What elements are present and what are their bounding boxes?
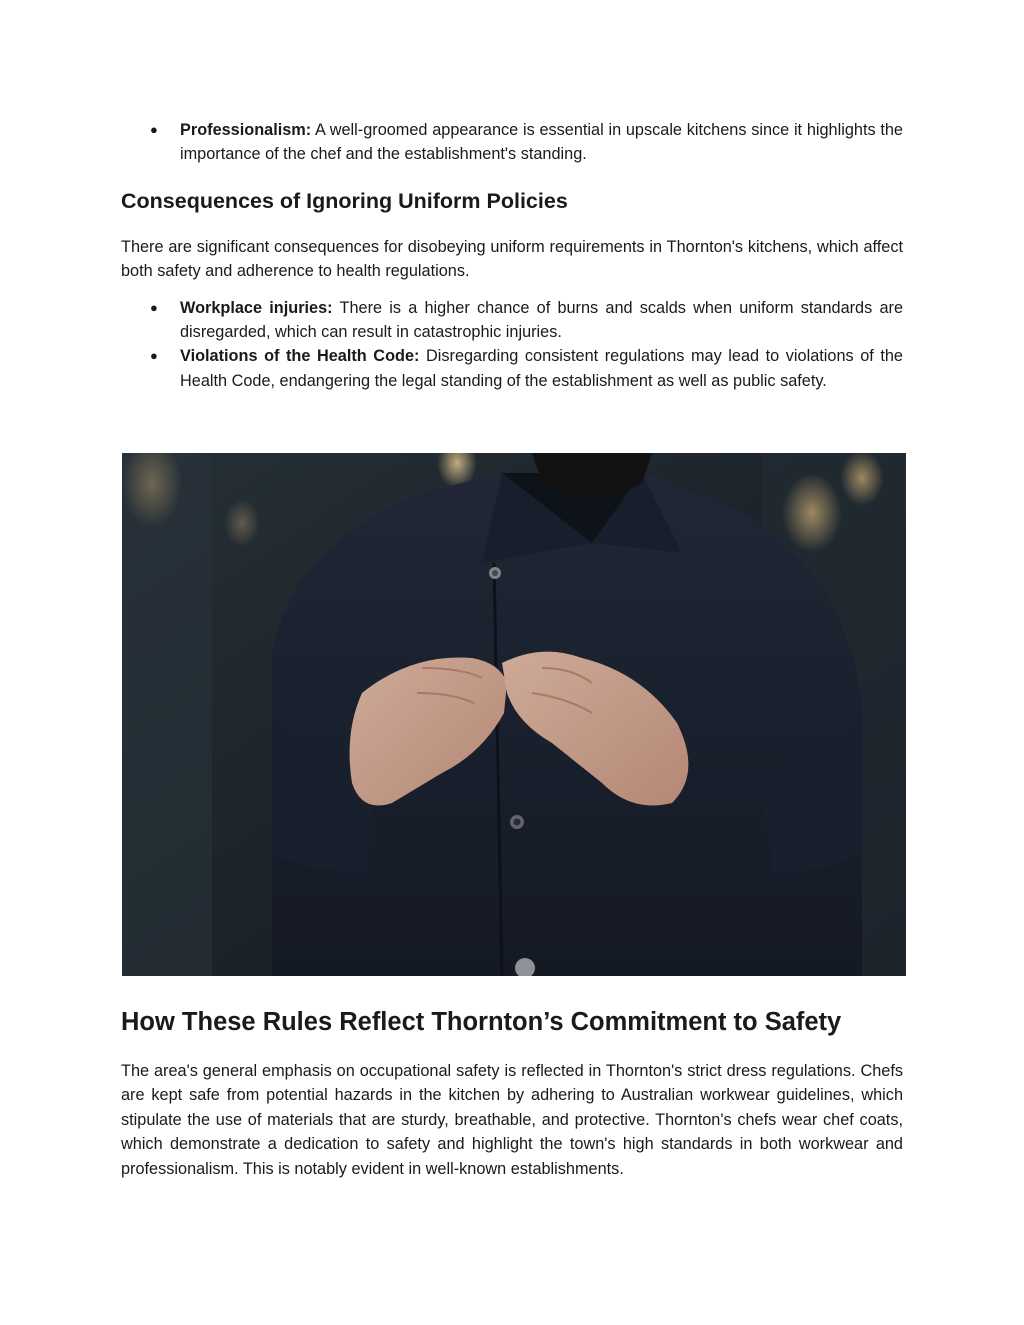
bullet-text: A well-groomed appearance is essential in upscale kitchens since it highlights the importance of the chef and the establishment's standing. <box>180 121 903 164</box>
document-page <box>121 118 903 393</box>
bullet-dot: ● <box>150 348 158 364</box>
chef-coat-photo <box>122 453 906 976</box>
bullet-health-code <box>121 344 903 393</box>
commitment-section <box>121 1006 903 1181</box>
professionalism-bullet-list <box>121 118 903 167</box>
bullet-professionalism <box>121 118 903 167</box>
consequences-heading: Consequences of Ignoring Uniform Policies <box>121 188 568 213</box>
bullet-term: Workplace injuries: <box>180 298 333 317</box>
commitment-paragraph: The area's general emphasis on occupational safety is reflected in Thornton's strict dress regulations. Chefs are kept safe from potential hazards in the kitchen by adhering to Australian workwear guidelines, which stipulate the use of materials that are sturdy, breathable, and protective. Thornton's chefs wear chef coats, which demonstrate a dedication to safety and highlight the town's high standards in both workwear and professionalism. This is notably evident in well-known establishments. <box>121 1062 903 1178</box>
bullet-dot: ● <box>150 299 158 315</box>
bullet-term: Professionalism: <box>180 121 312 139</box>
consequences-bullet-list <box>121 296 903 394</box>
bullet-dot: ● <box>150 122 158 137</box>
chef-buttoning-coat-illustration <box>122 453 906 976</box>
bullet-text: There is a higher chance of burns and scalds when uniform standards are disregarded, which can result in catastrophic injuries. <box>180 298 903 342</box>
bullet-text: Disregarding consistent regulations may lead to violations of the Health Code, endangering the legal standing of the establishment as well as public safety. <box>180 347 903 390</box>
commitment-heading: How These Rules Reflect Thornton’s Commitment to Safety <box>121 1008 842 1036</box>
bullet-term: Violations of the Health Code: <box>180 347 420 366</box>
consequences-paragraph: There are significant consequences for disobeying uniform requirements in Thornton's kitchens, which affect both safety and adherence to health regulations. <box>121 237 903 281</box>
bullet-workplace-injuries <box>121 296 903 345</box>
